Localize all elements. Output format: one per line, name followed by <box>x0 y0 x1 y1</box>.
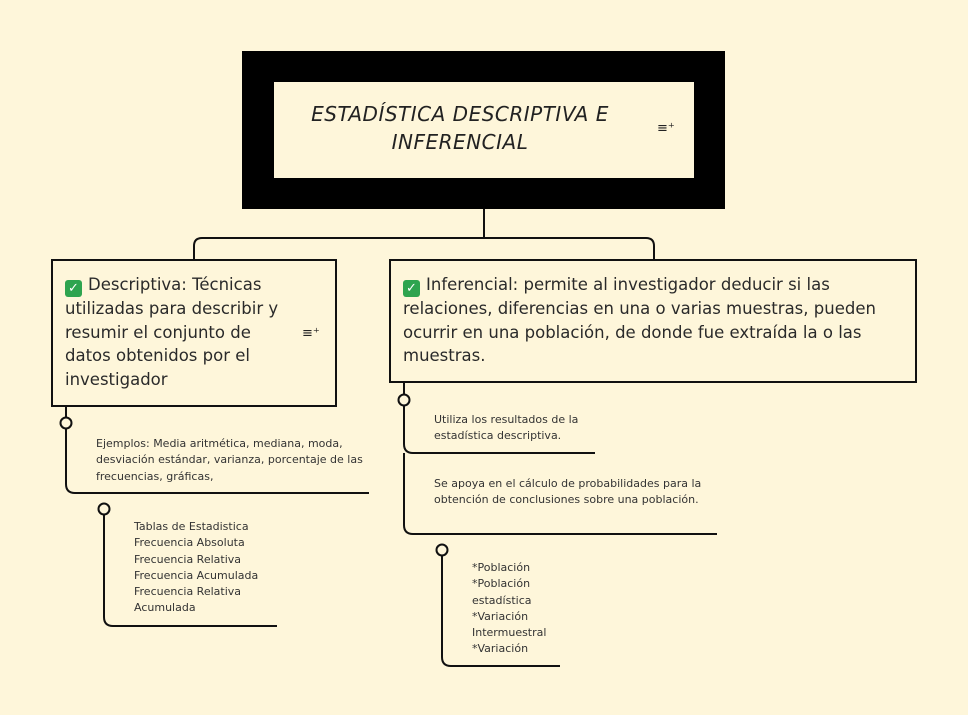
connector-root-bar <box>194 238 654 259</box>
subtopic-tables[interactable]: Tablas de Estadistica Frecuencia Absoluta Frecuencia Relativa Frecuencia Acumulada Frecuencia Relativa Acumulada <box>134 520 259 615</box>
topic-descriptiva[interactable] <box>51 259 337 407</box>
connector-node <box>437 545 448 556</box>
root-topic[interactable] <box>274 82 694 178</box>
notes-icon[interactable]: ≡⁺ <box>302 326 320 341</box>
topic-inferencial-text: ✓ Inferencial: permite al investigador deducir si las relaciones, diferencias en una o varias muestras, pueden ocurrir en una población, de donde fue extraída la o las muestras. <box>403 275 876 365</box>
connector-node <box>61 418 72 429</box>
check-mark-icon: ✓ <box>403 280 420 297</box>
check-mark-icon: ✓ <box>65 280 82 297</box>
subtopic-examples[interactable]: Ejemplos: Media aritmética, mediana, moda, desviación estándar, varianza, porcentaje de las frecuencias, gráficas, <box>96 437 363 483</box>
subtopic-uses-results[interactable]: Utiliza los resultados de la estadística descriptiva. <box>434 413 579 443</box>
root-title: ESTADÍSTICA DESCRIPTIVA E INFERENCIAL <box>311 102 609 154</box>
topic-inferencial[interactable] <box>389 259 917 383</box>
subtopic-concepts[interactable]: *Población *Población estadística *Variación Intermuestral *Variación <box>472 561 547 656</box>
connector-node <box>399 395 410 406</box>
notes-icon[interactable]: ≡⁺ <box>657 121 675 136</box>
topic-descriptiva-text: ✓ Descriptiva: Técnicas utilizadas para describir y resumir el conjunto de datos obtenidos por el investigador <box>65 275 279 389</box>
subtopic-probability[interactable]: Se apoya en el cálculo de probabilidades para la obtención de conclusiones sobre una población. <box>434 477 702 507</box>
connector-node <box>99 504 110 515</box>
